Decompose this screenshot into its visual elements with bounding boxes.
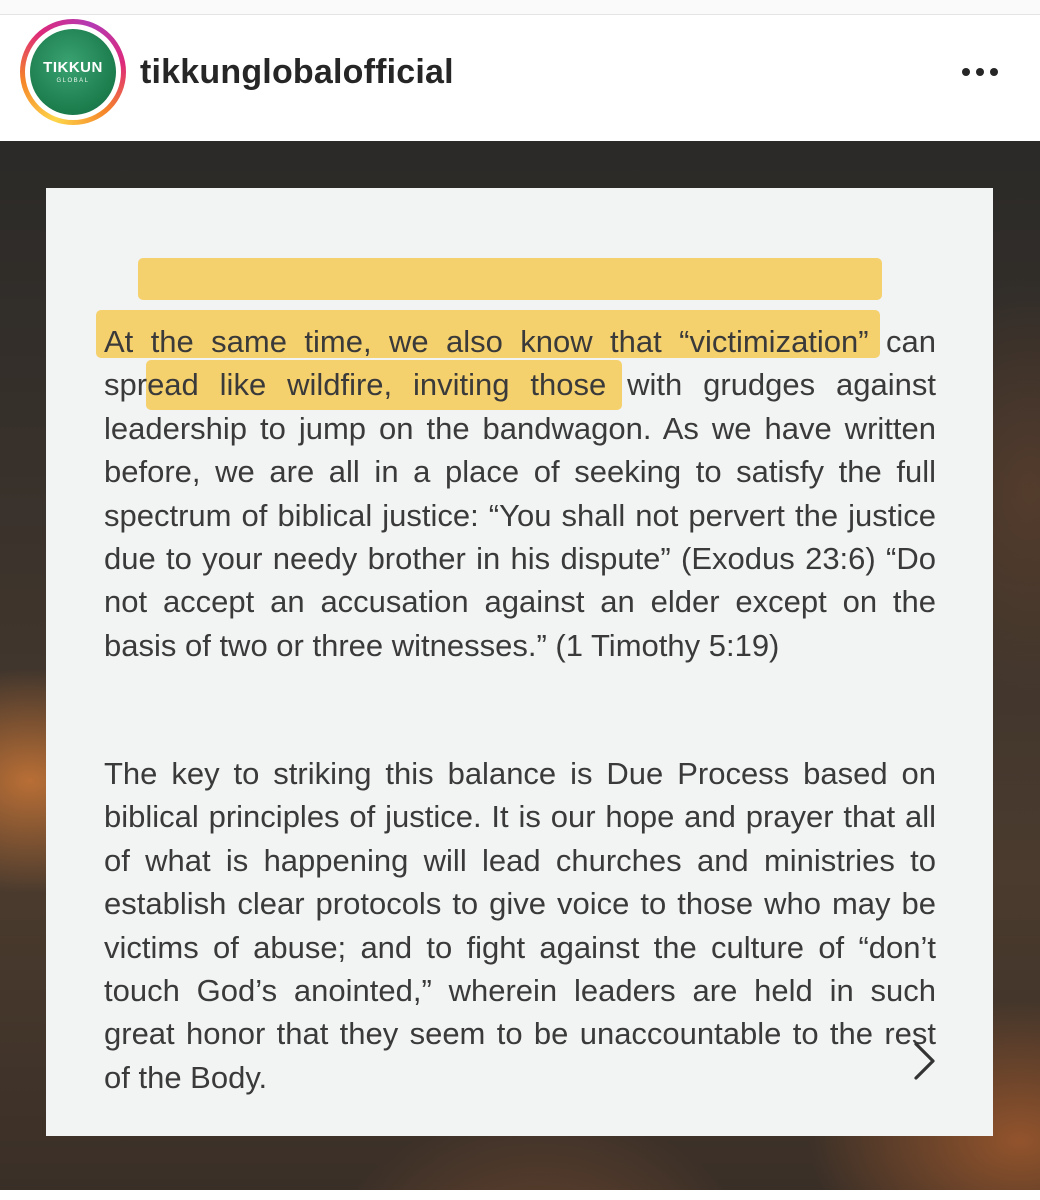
story-ring[interactable] bbox=[20, 19, 126, 125]
bottom-strip bbox=[0, 1190, 1040, 1200]
avatar-logo-text: TIKKUN bbox=[43, 59, 103, 76]
chevron-right-icon[interactable] bbox=[906, 1038, 940, 1084]
avatar[interactable] bbox=[30, 29, 116, 115]
highlight-mark bbox=[138, 258, 882, 300]
username[interactable]: tikkunglobalofficial bbox=[140, 53, 454, 91]
avatar-logo-subtext: GLOBAL bbox=[56, 78, 90, 84]
body-paragraph: At the same time, we also know that “victimization” can spread like wildfire, inviting those with grudges against leadership to jump on the bandwagon. As we have written before, we are all in a place of seeking to satisfy the full spectrum of biblical justice: “You shall not pervert the justice due to your needy brother in his dispute” (Exodus 23:6) “Do not accept an accusation against an elder except on the basis of two or three witnesses.” (1 Timothy 5:19) bbox=[104, 324, 936, 663]
more-options-icon[interactable] bbox=[950, 57, 1010, 87]
text-panel bbox=[46, 188, 993, 1136]
post-header bbox=[0, 15, 1040, 141]
top-divider bbox=[0, 0, 1040, 15]
body-paragraph: The key to striking this balance is Due Process based on biblical principles of justice. It is our hope and prayer that all of what is happening will lead churches and ministries to establish clear protocols to give voice to those who may be victims of abuse; and to fight against the culture of “don’t touch God’s anointed,” wherein leaders are held in such great honor that they seem to be unaccountable to the rest of the Body. bbox=[104, 756, 936, 1095]
post-image bbox=[0, 141, 1040, 1190]
